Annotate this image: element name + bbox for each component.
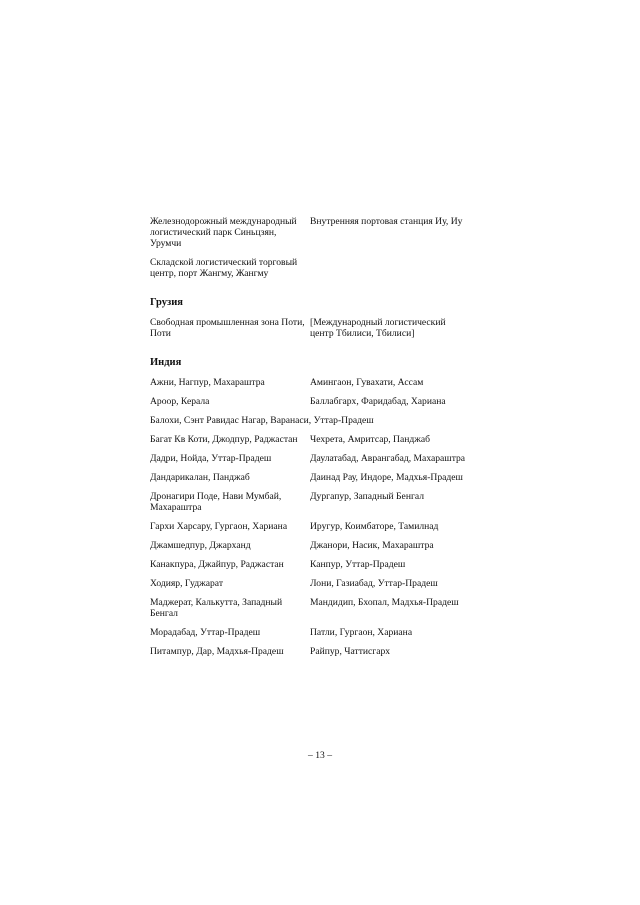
location-cell: Даинад Рау, Индоре, Мадхья-Прадеш <box>310 472 463 483</box>
location-cell: Дронагири Поде, Нави Мумбай, Махараштра <box>150 491 282 513</box>
section-heading-india: Индия <box>150 357 182 368</box>
location-cell: Джамшедпур, Джарханд <box>150 540 251 551</box>
table-row <box>150 578 470 589</box>
table-row <box>150 540 470 551</box>
location-cell: Ароор, Керала <box>150 396 210 407</box>
location-cell: Патли, Гургаон, Хариана <box>310 627 413 638</box>
location-cell: Багат Кв Коти, Джодпур, Раджастан <box>150 434 298 445</box>
location-cell: Внутренняя портовая станция Иу, Иу <box>310 216 463 227</box>
table-row <box>150 597 470 619</box>
location-cell: Мандидип, Бхопал, Мадхья-Прадеш <box>310 597 459 608</box>
location-cell: [Международный логистический центр Тбилиси, Тбилиси] <box>310 317 446 339</box>
table-row <box>150 559 470 570</box>
location-cell: Даулатабад, Аврангабад, Махараштра <box>310 453 466 464</box>
location-cell: Питампур, Дар, Мадхья-Прадеш <box>150 646 284 657</box>
location-cell: Чехрета, Амритсар, Панджаб <box>310 434 431 445</box>
location-cell: Свободная промышленная зона Поти, Поти <box>150 317 305 339</box>
table-row <box>150 317 470 339</box>
table-row <box>150 257 470 279</box>
location-cell: Дандарикалан, Панджаб <box>150 472 250 483</box>
location-cell: Балохи, Сэнт Равидас Нагар, Варанаси, Уттар-Прадеш <box>150 415 374 426</box>
page-number: – 13 – <box>308 750 332 761</box>
table-row <box>150 434 470 445</box>
table-row <box>150 491 470 513</box>
location-cell: Ажни, Нагпур, Махараштра <box>150 377 265 388</box>
document-body <box>150 216 470 665</box>
table-row <box>150 453 470 464</box>
table-row <box>150 216 470 249</box>
location-cell: Баллабгарх, Фаридабад, Хариана <box>310 396 446 407</box>
location-cell: Джанори, Насик, Махараштра <box>310 540 434 551</box>
location-cell: Ходияр, Гуджарат <box>150 578 224 589</box>
location-cell <box>310 257 470 279</box>
location-cell: Морадабад, Уттар-Прадеш <box>150 627 261 638</box>
table-row <box>150 521 470 532</box>
table-row <box>150 396 470 407</box>
location-cell: Гархи Харсару, Гургаон, Хариана <box>150 521 288 532</box>
location-cell: Райпур, Чаттисгарх <box>310 646 391 657</box>
location-cell: Амингаон, Гувахати, Ассам <box>310 377 424 388</box>
location-cell: Лони, Газиабад, Уттар-Прадеш <box>310 578 438 589</box>
location-cell: Дадри, Нойда, Уттар-Прадеш <box>150 453 272 464</box>
location-cell: Складской логистический торговый центр, порт Жангму, Жангму <box>150 257 298 279</box>
location-cell: Дургапур, Западный Бенгал <box>310 491 425 502</box>
table-row <box>150 472 470 483</box>
location-cell: Канакпура, Джайпур, Раджастан <box>150 559 284 570</box>
table-row <box>150 627 470 638</box>
section-heading-georgia: Грузия <box>150 297 183 308</box>
location-cell: Канпур, Уттар-Прадеш <box>310 559 406 570</box>
table-row <box>150 415 470 426</box>
location-cell: Маджерат, Калькутта, Западный Бенгал <box>150 597 283 619</box>
location-cell: Железнодорожный международный логистический парк Синьцзян, Урумчи <box>150 216 297 249</box>
table-row <box>150 377 470 388</box>
table-row <box>150 646 470 657</box>
location-cell: Иругур, Коимбаторе, Тамилнад <box>310 521 439 532</box>
